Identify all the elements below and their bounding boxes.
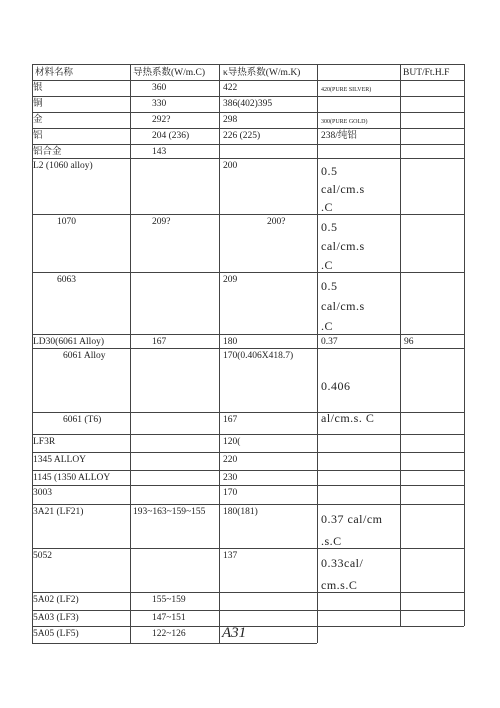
material-name: 3A21 (LF21) [33, 507, 84, 517]
table-cell: 230 [223, 473, 238, 483]
table-cell: 386(402)395 [223, 99, 273, 109]
table-rule-vertical [400, 64, 401, 626]
table-cell: 209? [152, 217, 171, 227]
table-cell: 170 [223, 488, 238, 498]
table-cell: 220 [223, 455, 238, 465]
material-name: 1070 [57, 217, 76, 227]
material-name: 6063 [57, 275, 76, 285]
conductivity-note: 0.5 cal/cm.s .C [321, 279, 365, 333]
table-cell: 0.37 [321, 337, 338, 347]
material-name: LD30(6061 Alloy) [33, 337, 104, 347]
table-rule-horizontal [32, 643, 317, 644]
material-name: 1345 ALLOY [33, 455, 87, 465]
table-cell: 422 [223, 83, 238, 93]
table-cell: 167 [152, 337, 167, 347]
material-name: 5A05 (LF5) [33, 629, 79, 639]
table-cell: 209 [223, 275, 238, 285]
column-header: κ导热系数(W/m.K) [223, 68, 301, 78]
column-header: 材料名称 [35, 68, 74, 78]
table-cell: 298 [223, 115, 238, 125]
column-header: 导热系数(W/m.C) [133, 68, 206, 78]
table-cell: 120( [223, 437, 241, 447]
conductivity-note: 0.33cal/ cm.s.C [321, 556, 364, 592]
table-cell: 238/纯铝 [321, 131, 357, 141]
material-name: 铝合金 [33, 147, 62, 157]
table-cell: 170(0.406X418.7) [223, 351, 294, 361]
material-name: 6061 Alloy [63, 351, 106, 361]
material-name: 5A02 (LF2) [33, 595, 79, 605]
material-name: 金 [33, 115, 43, 125]
table-cell: 200? [267, 217, 286, 227]
table-cell: 204 (236) [152, 131, 190, 141]
material-name: LF3R [33, 437, 56, 447]
material-name: 铜 [33, 99, 43, 109]
table-cell: 180(181) [223, 507, 258, 517]
table-cell: 167 [223, 415, 238, 425]
table-cell: 420(PURE SILVER) [321, 87, 372, 93]
table-rule-horizontal [32, 626, 464, 627]
table-cell: 137 [223, 551, 238, 561]
table-cell: 143 [152, 147, 167, 157]
material-name: 6061 (T6) [63, 415, 102, 425]
page-label: A31 [222, 625, 247, 641]
conductivity-note: 0.37 cal/cm .s.C [321, 512, 383, 548]
material-name: 3003 [33, 488, 52, 498]
material-name: 银 [33, 83, 43, 93]
material-name: 5A03 (LF3) [33, 613, 79, 623]
table-rule-vertical [219, 64, 220, 643]
table-cell: 180 [223, 337, 238, 347]
table-cell: 155~159 [152, 595, 186, 605]
table-cell: 147~151 [152, 613, 186, 623]
table-cell: 330 [152, 99, 167, 109]
conductivity-note: 0.406 al/cm.s. C [321, 379, 375, 425]
table-cell: 226 (225) [223, 131, 261, 141]
table-cell: 292? [152, 115, 171, 125]
table-cell: 193~163~159~155 [133, 507, 206, 517]
material-name: L2 (1060 alloy) [33, 161, 93, 171]
material-name: 5052 [33, 551, 52, 561]
table-cell: 96 [404, 337, 414, 347]
conductivity-note: 0.5 cal/cm.s .C [321, 164, 365, 214]
table-cell: 300(PURE GOLD) [321, 119, 368, 125]
table-cell: 122~126 [152, 629, 186, 639]
table-rule-vertical [317, 64, 318, 643]
table-cell: 360 [152, 83, 167, 93]
material-name: 1145 (1350 ALLOY [33, 473, 111, 483]
material-name: 铝 [33, 131, 43, 141]
table-rule-vertical [464, 64, 465, 626]
column-header: BUT/Ft.H.F [403, 68, 450, 78]
table-cell: 200 [223, 161, 238, 171]
conductivity-note: 0.5 cal/cm.s .C [321, 220, 365, 272]
table-rule-vertical [130, 64, 131, 643]
